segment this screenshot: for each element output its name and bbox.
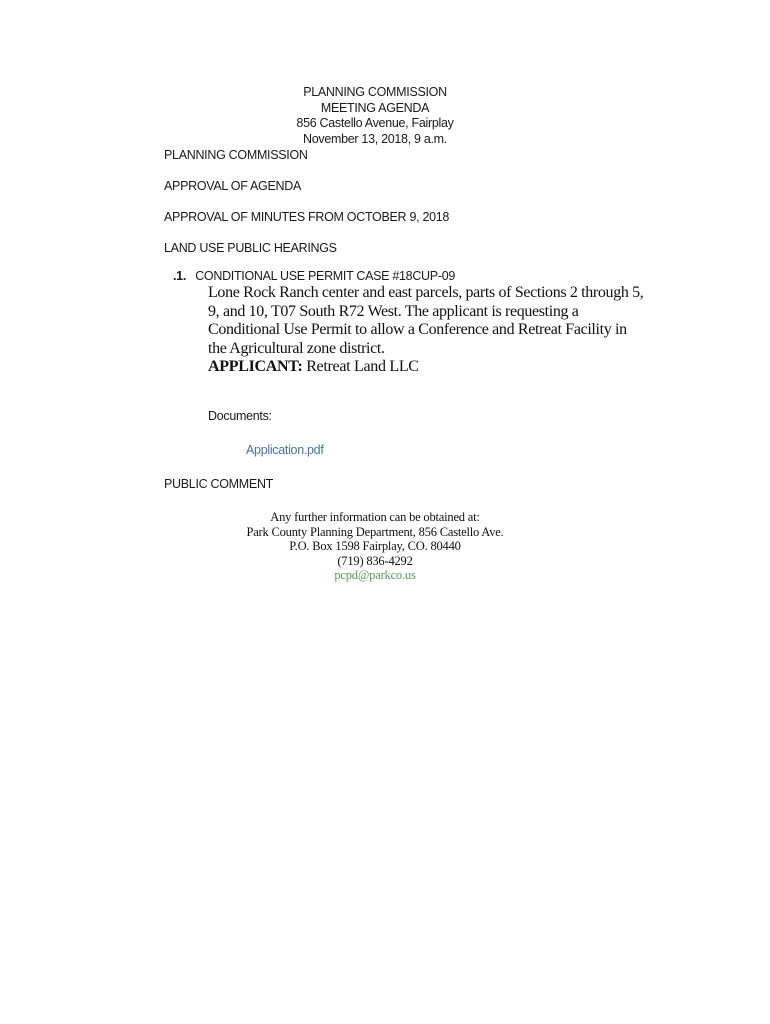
agenda-item-applicant <box>208 358 419 376</box>
header-subtitle: MEETING AGENDA <box>320 100 430 115</box>
footer-email-link[interactable]: pcpd@parkco.us <box>334 568 416 583</box>
section-approval-minutes: APPROVAL OF MINUTES FROM OCTOBER 9, 2018 <box>164 210 450 224</box>
footer-phone: (719) 836-4292 <box>337 553 413 568</box>
section-land-use: LAND USE PUBLIC HEARINGS <box>164 241 337 255</box>
section-approval-agenda: APPROVAL OF AGENDA <box>164 179 302 193</box>
header-title: PLANNING COMMISSION <box>303 85 447 99</box>
agenda-item-title: CONDITIONAL USE PERMIT CASE #18CUP-09 <box>195 269 455 283</box>
agenda-header <box>0 85 750 147</box>
footer-po-box: P.O. Box 1598 Fairplay, CO. 80440 <box>289 539 461 554</box>
applicant-name: Retreat Land LLC <box>306 358 419 375</box>
footer-department: Park County Planning Department, 856 Castello Ave. <box>246 524 504 539</box>
agenda-item-heading <box>173 269 455 283</box>
footer-intro: Any further information can be obtained at: <box>270 510 480 524</box>
applicant-label: APPLICANT: <box>208 358 303 375</box>
section-planning-commission: PLANNING COMMISSION <box>164 148 308 162</box>
header-date: November 13, 2018, 9 a.m. <box>303 131 447 146</box>
agenda-item-description: Lone Rock Ranch center and east parcels, parts of Sections 2 through 5, 9, and 10, T07 South R72 West. The applicant is requesting a Conditional Use Permit to allow a Conference and Retreat Facility in the Agricultural zone district. <box>208 284 644 357</box>
documents-label: Documents: <box>208 409 272 423</box>
section-public-comment: PUBLIC COMMENT <box>164 477 274 491</box>
application-pdf-link[interactable]: Application.pdf <box>246 443 324 457</box>
header-address: 856 Castello Avenue, Fairplay <box>296 116 454 130</box>
contact-footer <box>0 510 750 583</box>
agenda-item-number: .1. <box>173 269 186 283</box>
